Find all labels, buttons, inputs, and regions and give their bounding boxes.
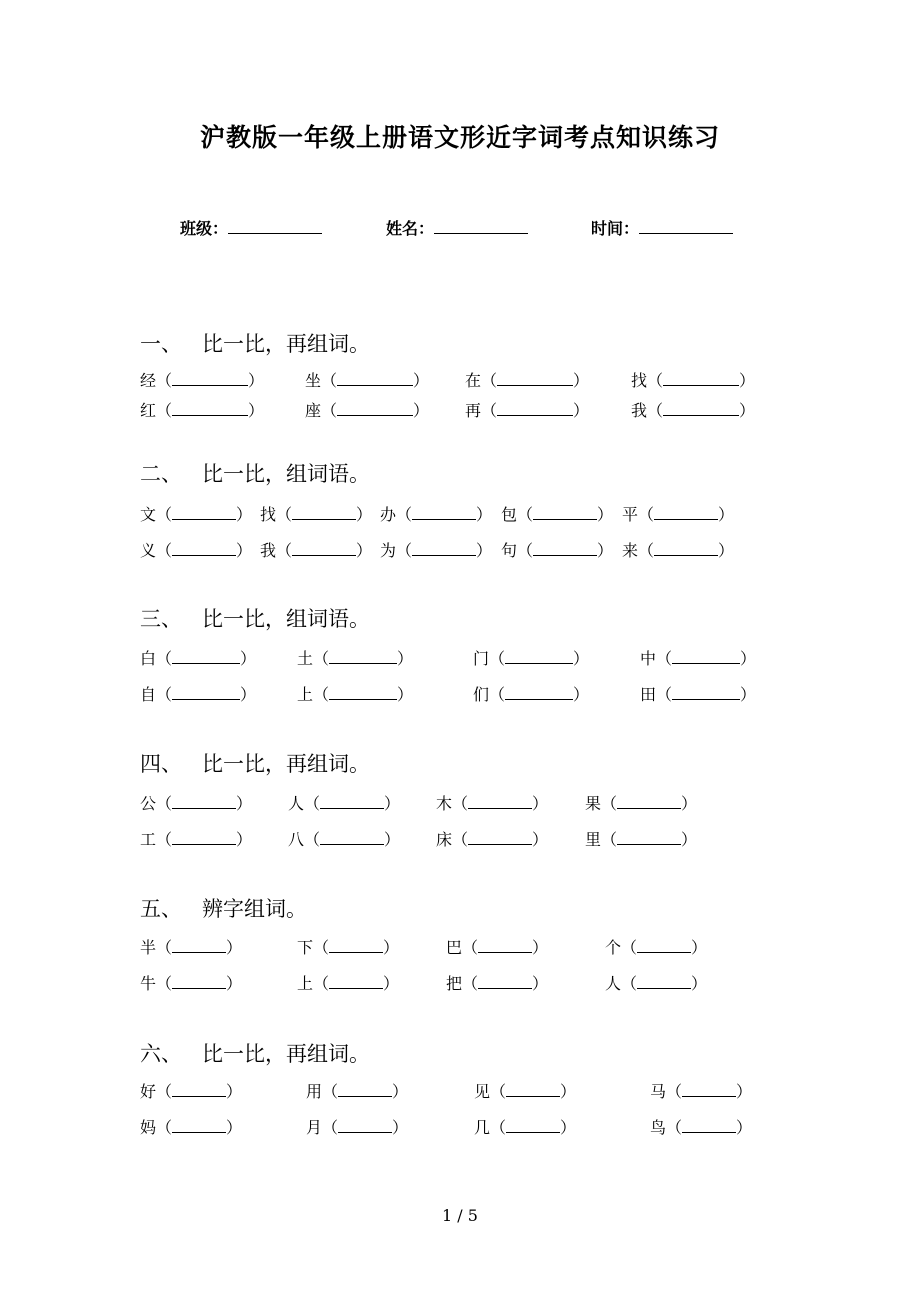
answer-blank[interactable] bbox=[654, 505, 718, 520]
character: 几 bbox=[474, 1118, 491, 1137]
section-number: 六、 bbox=[140, 1042, 182, 1066]
answer-blank[interactable] bbox=[672, 685, 740, 700]
paren-open: （ bbox=[647, 401, 664, 420]
paren-close: ） bbox=[356, 541, 373, 560]
answer-blank[interactable] bbox=[412, 541, 476, 556]
answer-blank[interactable] bbox=[497, 401, 573, 416]
word-item bbox=[140, 973, 242, 995]
word-item bbox=[473, 648, 589, 670]
answer-blank[interactable] bbox=[337, 371, 413, 386]
character: 再 bbox=[465, 401, 482, 420]
time-blank[interactable] bbox=[639, 217, 733, 234]
paren-close: ） bbox=[226, 1118, 243, 1137]
paren-close: ） bbox=[739, 371, 756, 390]
answer-blank[interactable] bbox=[505, 685, 573, 700]
paren-open: （ bbox=[156, 505, 173, 524]
character: 找 bbox=[631, 371, 648, 390]
paren-close: ） bbox=[384, 794, 401, 813]
word-item bbox=[501, 504, 613, 526]
section-instruction: 比一比，组词语。 bbox=[202, 607, 370, 631]
student-info-row bbox=[0, 216, 920, 240]
answer-blank[interactable] bbox=[172, 649, 240, 664]
class-blank[interactable] bbox=[228, 217, 322, 234]
character: 里 bbox=[585, 830, 602, 849]
page-title: 沪教版一年级上册语文形近字词考点知识练习 bbox=[199, 123, 720, 152]
character: 中 bbox=[640, 649, 657, 668]
character: 牛 bbox=[140, 974, 157, 993]
word-item bbox=[140, 540, 252, 562]
paren-open: （ bbox=[156, 974, 173, 993]
answer-blank[interactable] bbox=[172, 685, 240, 700]
character: 经 bbox=[140, 371, 157, 390]
paren-close: ） bbox=[236, 541, 253, 560]
paren-open: （ bbox=[156, 371, 173, 390]
paren-close: ） bbox=[226, 974, 243, 993]
answer-blank[interactable] bbox=[637, 938, 691, 953]
name-blank[interactable] bbox=[434, 217, 528, 234]
character: 人 bbox=[288, 794, 305, 813]
answer-blank[interactable] bbox=[663, 371, 739, 386]
word-item bbox=[605, 937, 707, 959]
word-item bbox=[260, 504, 372, 526]
word-item bbox=[446, 937, 548, 959]
character: 好 bbox=[140, 1082, 157, 1101]
paren-close: ） bbox=[681, 794, 698, 813]
paren-close: ） bbox=[356, 505, 373, 524]
time-field bbox=[591, 216, 733, 239]
word-item bbox=[473, 684, 589, 706]
word-item bbox=[585, 793, 697, 815]
paren-close: ） bbox=[532, 794, 549, 813]
paren-open: （ bbox=[462, 974, 479, 993]
answer-blank[interactable] bbox=[338, 1082, 392, 1097]
word-item bbox=[650, 1081, 752, 1103]
paren-close: ） bbox=[740, 649, 757, 668]
answer-blank[interactable] bbox=[329, 649, 397, 664]
word-row bbox=[140, 973, 780, 995]
word-row bbox=[140, 829, 780, 851]
answer-blank[interactable] bbox=[617, 830, 681, 845]
answer-blank[interactable] bbox=[172, 401, 248, 416]
paren-open: （ bbox=[621, 974, 638, 993]
paren-open: （ bbox=[490, 1118, 507, 1137]
section-instruction: 比一比，再组词。 bbox=[202, 1042, 370, 1066]
word-item bbox=[140, 829, 252, 851]
section-number: 二、 bbox=[140, 462, 182, 486]
paren-close: ） bbox=[413, 371, 430, 390]
answer-blank[interactable] bbox=[329, 685, 397, 700]
paren-open: （ bbox=[156, 938, 173, 957]
word-item bbox=[288, 829, 400, 851]
answer-blank[interactable] bbox=[412, 505, 476, 520]
paren-close: ） bbox=[397, 685, 414, 704]
paren-close: ） bbox=[560, 1082, 577, 1101]
paren-open: （ bbox=[452, 830, 469, 849]
paren-open: （ bbox=[462, 938, 479, 957]
paren-close: ） bbox=[248, 371, 265, 390]
word-item bbox=[306, 1117, 408, 1139]
paren-close: ） bbox=[532, 974, 549, 993]
character: 见 bbox=[474, 1082, 491, 1101]
section-heading bbox=[140, 603, 370, 633]
character: 们 bbox=[473, 685, 490, 704]
answer-blank[interactable] bbox=[320, 830, 384, 845]
paren-close: ） bbox=[532, 830, 549, 849]
word-row bbox=[140, 648, 780, 670]
word-item bbox=[465, 400, 589, 422]
character: 床 bbox=[436, 830, 453, 849]
paren-open: （ bbox=[156, 1082, 173, 1101]
paren-close: ） bbox=[597, 541, 614, 560]
paren-open: （ bbox=[156, 685, 173, 704]
answer-blank[interactable] bbox=[292, 505, 356, 520]
paren-open: （ bbox=[313, 938, 330, 957]
word-item bbox=[297, 684, 413, 706]
word-item bbox=[622, 504, 734, 526]
answer-blank[interactable] bbox=[320, 794, 384, 809]
paren-close: ） bbox=[597, 505, 614, 524]
answer-blank[interactable] bbox=[172, 505, 236, 520]
answer-blank[interactable] bbox=[637, 974, 691, 989]
word-item bbox=[640, 684, 756, 706]
paren-close: ） bbox=[691, 974, 708, 993]
character: 公 bbox=[140, 794, 157, 813]
word-item bbox=[436, 829, 548, 851]
word-item bbox=[297, 937, 399, 959]
paren-close: ） bbox=[384, 830, 401, 849]
word-row bbox=[140, 504, 780, 526]
character: 人 bbox=[605, 974, 622, 993]
word-item bbox=[501, 540, 613, 562]
answer-blank[interactable] bbox=[172, 974, 226, 989]
answer-blank[interactable] bbox=[654, 541, 718, 556]
word-item bbox=[605, 973, 707, 995]
section-heading bbox=[140, 1038, 370, 1068]
paren-close: ） bbox=[573, 649, 590, 668]
paren-close: ） bbox=[226, 938, 243, 957]
section-instruction: 比一比，再组词。 bbox=[202, 332, 370, 356]
paren-close: ） bbox=[383, 938, 400, 957]
paren-close: ） bbox=[718, 541, 735, 560]
word-item bbox=[622, 540, 734, 562]
word-item bbox=[631, 400, 755, 422]
word-item bbox=[585, 829, 697, 851]
character: 木 bbox=[436, 794, 453, 813]
paren-open: （ bbox=[601, 830, 618, 849]
character: 句 bbox=[501, 541, 518, 560]
paren-close: ） bbox=[248, 401, 265, 420]
answer-blank[interactable] bbox=[478, 938, 532, 953]
word-item bbox=[305, 370, 429, 392]
answer-blank[interactable] bbox=[682, 1082, 736, 1097]
section-heading bbox=[140, 748, 370, 778]
paren-close: ） bbox=[691, 938, 708, 957]
paren-close: ） bbox=[560, 1118, 577, 1137]
paren-open: （ bbox=[156, 649, 173, 668]
character: 找 bbox=[260, 505, 277, 524]
paren-close: ） bbox=[240, 685, 257, 704]
paren-open: （ bbox=[321, 401, 338, 420]
answer-blank[interactable] bbox=[329, 938, 383, 953]
paren-close: ） bbox=[681, 830, 698, 849]
answer-blank[interactable] bbox=[172, 371, 248, 386]
section-number: 三、 bbox=[140, 607, 182, 631]
word-item bbox=[140, 937, 242, 959]
character: 八 bbox=[288, 830, 305, 849]
paren-open: （ bbox=[656, 649, 673, 668]
section-number: 五、 bbox=[140, 897, 182, 921]
word-row bbox=[140, 1081, 780, 1103]
word-item bbox=[465, 370, 589, 392]
word-item bbox=[474, 1081, 576, 1103]
character: 把 bbox=[446, 974, 463, 993]
paren-close: ） bbox=[736, 1118, 753, 1137]
character: 果 bbox=[585, 794, 602, 813]
word-row bbox=[140, 684, 780, 706]
paren-open: （ bbox=[601, 794, 618, 813]
character: 月 bbox=[306, 1118, 323, 1137]
section-heading bbox=[140, 893, 307, 923]
answer-blank[interactable] bbox=[337, 401, 413, 416]
word-item bbox=[140, 648, 256, 670]
paren-open: （ bbox=[321, 371, 338, 390]
character: 上 bbox=[297, 974, 314, 993]
paren-open: （ bbox=[156, 830, 173, 849]
character: 来 bbox=[622, 541, 639, 560]
paren-close: ） bbox=[573, 401, 590, 420]
paren-open: （ bbox=[666, 1118, 683, 1137]
word-item bbox=[297, 973, 399, 995]
character: 为 bbox=[380, 541, 397, 560]
word-item bbox=[140, 504, 252, 526]
paren-close: ） bbox=[383, 974, 400, 993]
paren-close: ） bbox=[240, 649, 257, 668]
answer-blank[interactable] bbox=[329, 974, 383, 989]
word-item bbox=[297, 648, 413, 670]
answer-blank[interactable] bbox=[468, 830, 532, 845]
character: 工 bbox=[140, 830, 157, 849]
time-label: 时间： bbox=[591, 219, 640, 238]
class-label: 班级： bbox=[180, 219, 229, 238]
page-number: 1 / 5 bbox=[442, 1206, 478, 1225]
character: 我 bbox=[260, 541, 277, 560]
paren-open: （ bbox=[489, 649, 506, 668]
word-item bbox=[640, 648, 756, 670]
paren-open: （ bbox=[647, 371, 664, 390]
word-row bbox=[140, 793, 780, 815]
section-instruction: 比一比，组词语。 bbox=[202, 462, 370, 486]
character: 平 bbox=[622, 505, 639, 524]
character: 门 bbox=[473, 649, 490, 668]
character: 上 bbox=[297, 685, 314, 704]
section-heading bbox=[140, 328, 370, 358]
paren-close: ） bbox=[236, 505, 253, 524]
word-item bbox=[305, 400, 429, 422]
paren-open: （ bbox=[517, 505, 534, 524]
word-item bbox=[260, 540, 372, 562]
paren-open: （ bbox=[656, 685, 673, 704]
character: 用 bbox=[306, 1082, 323, 1101]
answer-blank[interactable] bbox=[172, 830, 236, 845]
answer-blank[interactable] bbox=[468, 794, 532, 809]
paren-open: （ bbox=[481, 401, 498, 420]
name-field bbox=[386, 216, 528, 239]
word-item bbox=[474, 1117, 576, 1139]
word-item bbox=[436, 793, 548, 815]
paren-open: （ bbox=[276, 541, 293, 560]
character: 办 bbox=[380, 505, 397, 524]
paren-open: （ bbox=[313, 974, 330, 993]
word-item bbox=[140, 1117, 242, 1139]
paren-open: （ bbox=[666, 1082, 683, 1101]
paren-close: ） bbox=[413, 401, 430, 420]
answer-blank[interactable] bbox=[533, 505, 597, 520]
word-row bbox=[140, 540, 780, 562]
paren-open: （ bbox=[322, 1082, 339, 1101]
word-item bbox=[631, 370, 755, 392]
paren-open: （ bbox=[304, 794, 321, 813]
answer-blank[interactable] bbox=[172, 1082, 226, 1097]
paren-open: （ bbox=[489, 685, 506, 704]
character: 土 bbox=[297, 649, 314, 668]
character: 座 bbox=[305, 401, 322, 420]
answer-blank[interactable] bbox=[478, 974, 532, 989]
paren-open: （ bbox=[313, 649, 330, 668]
paren-open: （ bbox=[396, 505, 413, 524]
answer-blank[interactable] bbox=[497, 371, 573, 386]
paren-open: （ bbox=[396, 541, 413, 560]
paren-open: （ bbox=[304, 830, 321, 849]
paren-close: ） bbox=[392, 1118, 409, 1137]
word-item bbox=[140, 370, 264, 392]
paren-open: （ bbox=[490, 1082, 507, 1101]
paren-close: ） bbox=[397, 649, 414, 668]
answer-blank[interactable] bbox=[172, 1118, 226, 1133]
word-item bbox=[380, 504, 492, 526]
character: 白 bbox=[140, 649, 157, 668]
paren-close: ） bbox=[573, 685, 590, 704]
answer-blank[interactable] bbox=[672, 649, 740, 664]
character: 红 bbox=[140, 401, 157, 420]
word-row bbox=[140, 1117, 780, 1139]
paren-open: （ bbox=[638, 541, 655, 560]
character: 田 bbox=[640, 685, 657, 704]
paren-close: ） bbox=[740, 685, 757, 704]
answer-blank[interactable] bbox=[663, 401, 739, 416]
answer-blank[interactable] bbox=[172, 541, 236, 556]
paren-close: ） bbox=[476, 505, 493, 524]
word-row bbox=[140, 937, 780, 959]
answer-blank[interactable] bbox=[682, 1118, 736, 1133]
section-instruction: 比一比，再组词。 bbox=[202, 752, 370, 776]
section-instruction: 辨字组词。 bbox=[202, 897, 307, 921]
paren-open: （ bbox=[156, 401, 173, 420]
character: 妈 bbox=[140, 1118, 157, 1137]
paren-close: ） bbox=[739, 401, 756, 420]
word-item bbox=[380, 540, 492, 562]
answer-blank[interactable] bbox=[533, 541, 597, 556]
answer-blank[interactable] bbox=[172, 938, 226, 953]
paren-open: （ bbox=[481, 371, 498, 390]
word-item bbox=[140, 400, 264, 422]
paren-close: ） bbox=[573, 371, 590, 390]
section-heading bbox=[140, 458, 370, 488]
word-item bbox=[288, 793, 400, 815]
paren-close: ） bbox=[226, 1082, 243, 1101]
word-item bbox=[446, 973, 548, 995]
word-row bbox=[140, 370, 780, 392]
character: 我 bbox=[631, 401, 648, 420]
character: 包 bbox=[501, 505, 518, 524]
paren-open: （ bbox=[276, 505, 293, 524]
answer-blank[interactable] bbox=[172, 794, 236, 809]
paren-close: ） bbox=[718, 505, 735, 524]
character: 文 bbox=[140, 505, 157, 524]
paren-close: ） bbox=[236, 830, 253, 849]
answer-blank[interactable] bbox=[506, 1118, 560, 1133]
character: 在 bbox=[465, 371, 482, 390]
section-number: 一、 bbox=[140, 332, 182, 356]
paren-close: ） bbox=[476, 541, 493, 560]
word-item bbox=[306, 1081, 408, 1103]
paren-open: （ bbox=[156, 541, 173, 560]
answer-blank[interactable] bbox=[505, 649, 573, 664]
answer-blank[interactable] bbox=[338, 1118, 392, 1133]
paren-open: （ bbox=[313, 685, 330, 704]
paren-open: （ bbox=[452, 794, 469, 813]
character: 个 bbox=[605, 938, 622, 957]
paren-open: （ bbox=[156, 794, 173, 813]
word-row bbox=[140, 400, 780, 422]
character: 自 bbox=[140, 685, 157, 704]
answer-blank[interactable] bbox=[506, 1082, 560, 1097]
word-item bbox=[650, 1117, 752, 1139]
word-item bbox=[140, 684, 256, 706]
section-number: 四、 bbox=[140, 752, 182, 776]
character: 下 bbox=[297, 938, 314, 957]
paren-open: （ bbox=[156, 1118, 173, 1137]
character: 马 bbox=[650, 1082, 667, 1101]
paren-open: （ bbox=[621, 938, 638, 957]
paren-close: ） bbox=[736, 1082, 753, 1101]
character: 坐 bbox=[305, 371, 322, 390]
character: 巴 bbox=[446, 938, 463, 957]
character: 鸟 bbox=[650, 1118, 667, 1137]
word-item bbox=[140, 793, 252, 815]
paren-close: ） bbox=[236, 794, 253, 813]
paren-open: （ bbox=[322, 1118, 339, 1137]
paren-open: （ bbox=[517, 541, 534, 560]
character: 义 bbox=[140, 541, 157, 560]
paren-close: ） bbox=[392, 1082, 409, 1101]
paren-close: ） bbox=[532, 938, 549, 957]
class-field bbox=[180, 216, 322, 239]
answer-blank[interactable] bbox=[617, 794, 681, 809]
name-label: 姓名： bbox=[386, 219, 435, 238]
character: 半 bbox=[140, 938, 157, 957]
answer-blank[interactable] bbox=[292, 541, 356, 556]
paren-open: （ bbox=[638, 505, 655, 524]
word-item bbox=[140, 1081, 242, 1103]
